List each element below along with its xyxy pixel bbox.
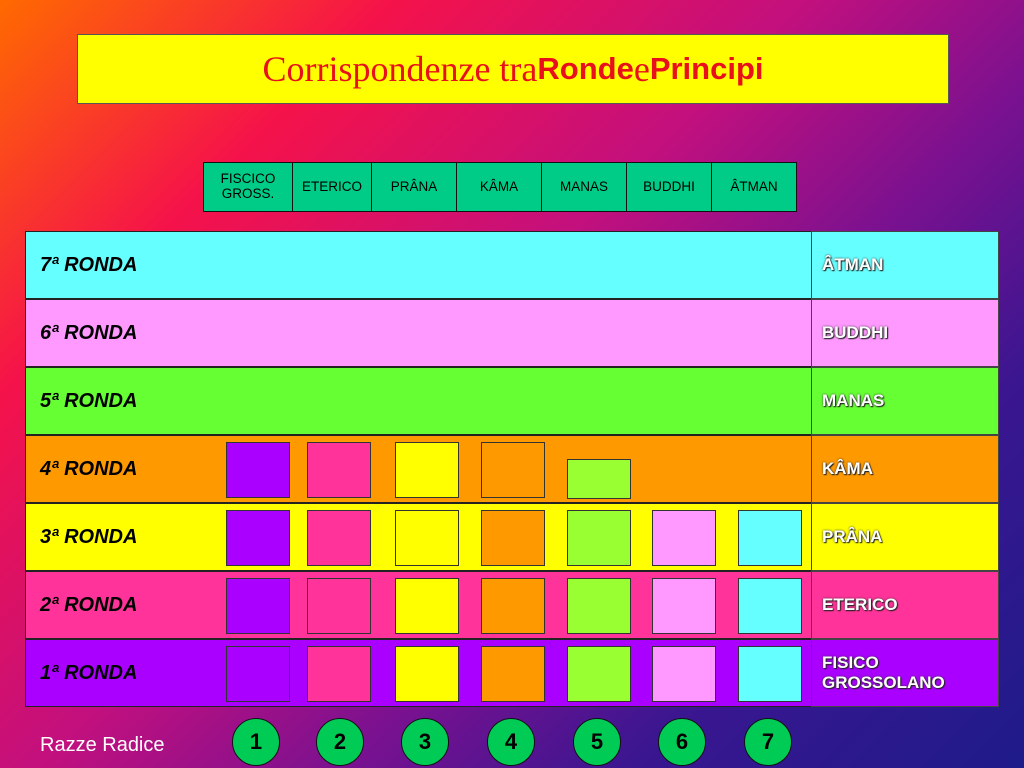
- title-conj: e: [633, 49, 650, 89]
- race-square: [307, 578, 371, 634]
- race-square: [738, 646, 802, 702]
- race-square: [567, 459, 631, 499]
- round-label: 7ª RONDA: [40, 253, 138, 276]
- race-square: [395, 646, 459, 702]
- race-square: [481, 578, 545, 634]
- race-square: [226, 442, 290, 498]
- principle-header-cell: KÂMA: [456, 162, 542, 212]
- round-label: 5ª RONDA: [40, 389, 138, 412]
- race-square: [307, 442, 371, 498]
- race-square: [226, 646, 290, 702]
- principle-header-cell: ETERICO: [292, 162, 372, 212]
- race-square: [481, 442, 545, 498]
- round-label: 4ª RONDA: [40, 457, 138, 480]
- principle-header-cell: MANAS: [541, 162, 627, 212]
- round-principle: MANAS: [811, 367, 999, 435]
- round-row: [25, 299, 812, 367]
- race-number-circle: 7: [744, 718, 792, 766]
- race-number-circle: 3: [401, 718, 449, 766]
- round-principle: ETERICO: [811, 571, 999, 639]
- race-square: [652, 578, 716, 634]
- race-square: [307, 646, 371, 702]
- race-square: [652, 510, 716, 566]
- principles-header-row: [204, 162, 797, 212]
- principle-header-cell: FISCICO GROSS.: [203, 162, 293, 212]
- race-square: [567, 646, 631, 702]
- race-square: [738, 510, 802, 566]
- race-square: [567, 578, 631, 634]
- round-label: 2ª RONDA: [40, 593, 138, 616]
- race-number-circle: 6: [658, 718, 706, 766]
- race-number-circle: 1: [232, 718, 280, 766]
- race-square: [226, 578, 290, 634]
- race-number-circle: 2: [316, 718, 364, 766]
- round-principle: BUDDHI: [811, 299, 999, 367]
- razze-radice-label: Razze Radice: [40, 734, 165, 756]
- title-principi: Principi: [649, 51, 764, 86]
- race-number-circle: 4: [487, 718, 535, 766]
- title-prefix: Corrispondenze tra: [262, 49, 538, 89]
- round-principle: FISICO GROSSOLANO: [811, 639, 999, 707]
- round-label: 3ª RONDA: [40, 525, 138, 548]
- round-principle: ÂTMAN: [811, 231, 999, 299]
- race-square: [567, 510, 631, 566]
- race-square: [481, 646, 545, 702]
- round-label: 1ª RONDA: [40, 661, 138, 684]
- race-square: [481, 510, 545, 566]
- title-banner: [77, 34, 949, 104]
- race-square: [307, 510, 371, 566]
- race-square: [395, 442, 459, 498]
- title-ronde: Ronde: [537, 51, 634, 86]
- round-row: [25, 231, 812, 299]
- race-square: [652, 646, 716, 702]
- race-square: [738, 578, 802, 634]
- principle-header-cell: ÂTMAN: [711, 162, 797, 212]
- principle-header-cell: BUDDHI: [626, 162, 712, 212]
- race-square: [395, 578, 459, 634]
- race-square: [226, 510, 290, 566]
- race-square: [395, 510, 459, 566]
- principle-header-cell: PRÂNA: [371, 162, 457, 212]
- round-principle: PRÂNA: [811, 503, 999, 571]
- round-principle: KÂMA: [811, 435, 999, 503]
- round-label: 6ª RONDA: [40, 321, 138, 344]
- round-row: [25, 367, 812, 435]
- race-number-circle: 5: [573, 718, 621, 766]
